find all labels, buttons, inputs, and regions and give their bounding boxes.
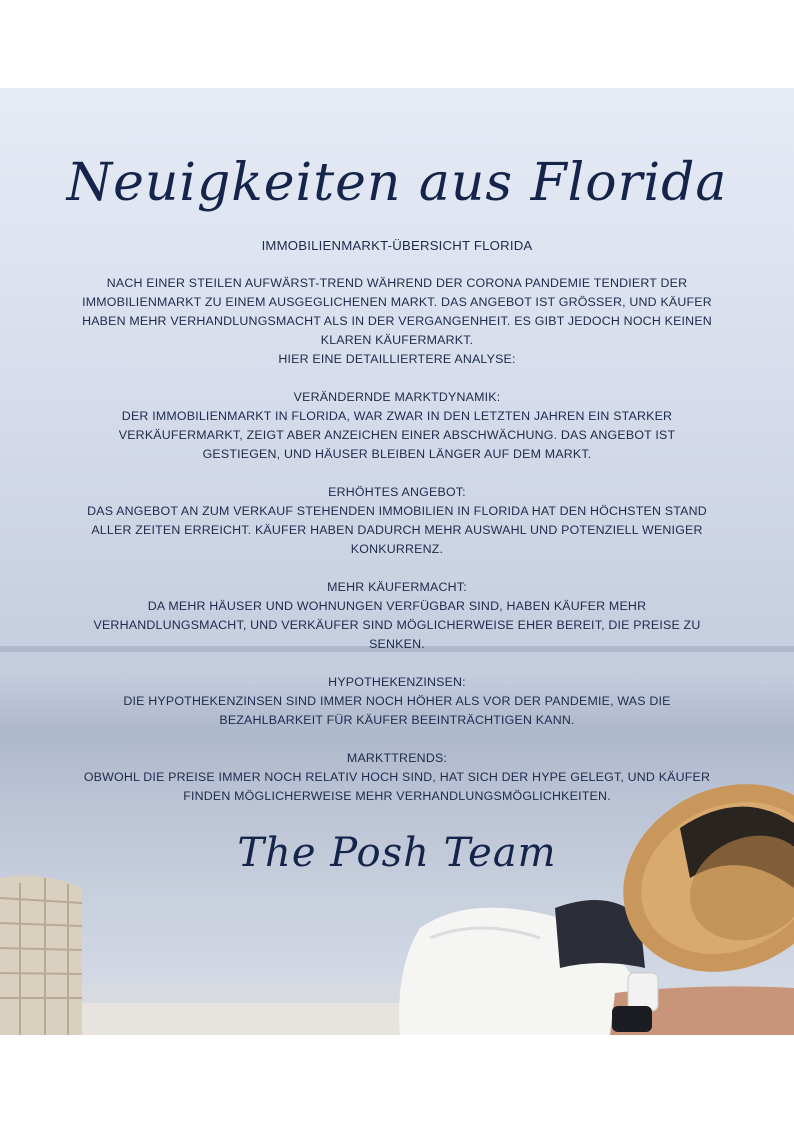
intro-lead: HIER EINE DETAILLIERTERE ANALYSE: [278, 352, 516, 366]
section-body: DER IMMOBILIENMARKT IN FLORIDA, WAR ZWAR IN DEN LETZTEN JAHREN EIN STARKER VERKÄUFERMARKT, ZEIGT ABER ANZEICHEN EINER ABSCHWÄCHUNG. DAS ANGEBOT IST GESTIEGEN, UND HÄUSER BLEIBEN LÄNGER AUF DEM MARKT. [118, 409, 676, 461]
section-body: DIE HYPOTHEKENZINSEN SIND IMMER NOCH HÖHER ALS VOR DER PANDEMIE, WAS DIE BEZAHLBARKEIT FÜR KÄUFER BEEINTRÄCHTIGEN KANN. [123, 694, 671, 727]
section-increased-supply [80, 483, 714, 559]
section-body: OBWOHL DIE PREISE IMMER NOCH RELATIV HOCH SIND, HAT SICH DER HYPE GELEGT, UND KÄUFER FINDEN MÖGLICHERWEISE MEHR VERHANDLUNGSMÖGLICHKEITEN. [83, 770, 711, 803]
section-body: DA MEHR HÄUSER UND WOHNUNGEN VERFÜGBAR SIND, HABEN KÄUFER MEHR VERHANDLUNGSMACHT, UND VERKÄUFER SIND MÖGLICHERWEISE EHER BEREIT, DIE PREISE ZU SENKEN. [93, 599, 701, 651]
signature: The Posh Team [237, 830, 557, 876]
wicker-chair-icon [0, 876, 82, 1035]
section-mortgage-rates [80, 673, 714, 730]
article [80, 236, 714, 806]
article-subtitle: IMMOBILIENMARKT-ÜBERSICHT FLORIDA [261, 238, 533, 253]
section-body: DAS ANGEBOT AN ZUM VERKAUF STEHENDEN IMMOBILIEN IN FLORIDA HAT DEN HÖCHSTEN STAND ALLER ZEITEN ERREICHT. KÄUFER HABEN DADURCH MEHR AUSWAHL UND POTENZIELL WENIGER KONKURRENZ. [87, 504, 707, 556]
headline: Neuigkeiten aus Florida [66, 152, 728, 213]
section-heading: HYPOTHEKENZINSEN: [328, 675, 466, 689]
section-heading: MEHR KÄUFERMACHT: [327, 580, 467, 594]
section-heading: VERÄNDERNDE MARKTDYNAMIK: [293, 390, 501, 404]
intro-paragraph: NACH EINER STEILEN AUFWÄRST-TREND WÄHREND DER CORONA PANDEMIE TENDIERT DER IMMOBILIENMARKT ZU EINEM AUSGEGLICHENEN MARKT. DAS ANGEBOT IST GRÖSSER, UND KÄUFER HABEN MEHR VERHANDLUNGSMACHT ALS IN DER VERGANGENHEIT. ES GIBT JEDOCH NOCH KEINEN KLAREN KÄUFERMARKT. [82, 276, 712, 347]
section-heading: MARKTTRENDS: [346, 751, 448, 765]
section-market-trends [80, 749, 714, 806]
section-market-dynamics [80, 388, 714, 464]
section-buyer-power [80, 578, 714, 654]
section-heading: ERHÖHTES ANGEBOT: [328, 485, 466, 499]
